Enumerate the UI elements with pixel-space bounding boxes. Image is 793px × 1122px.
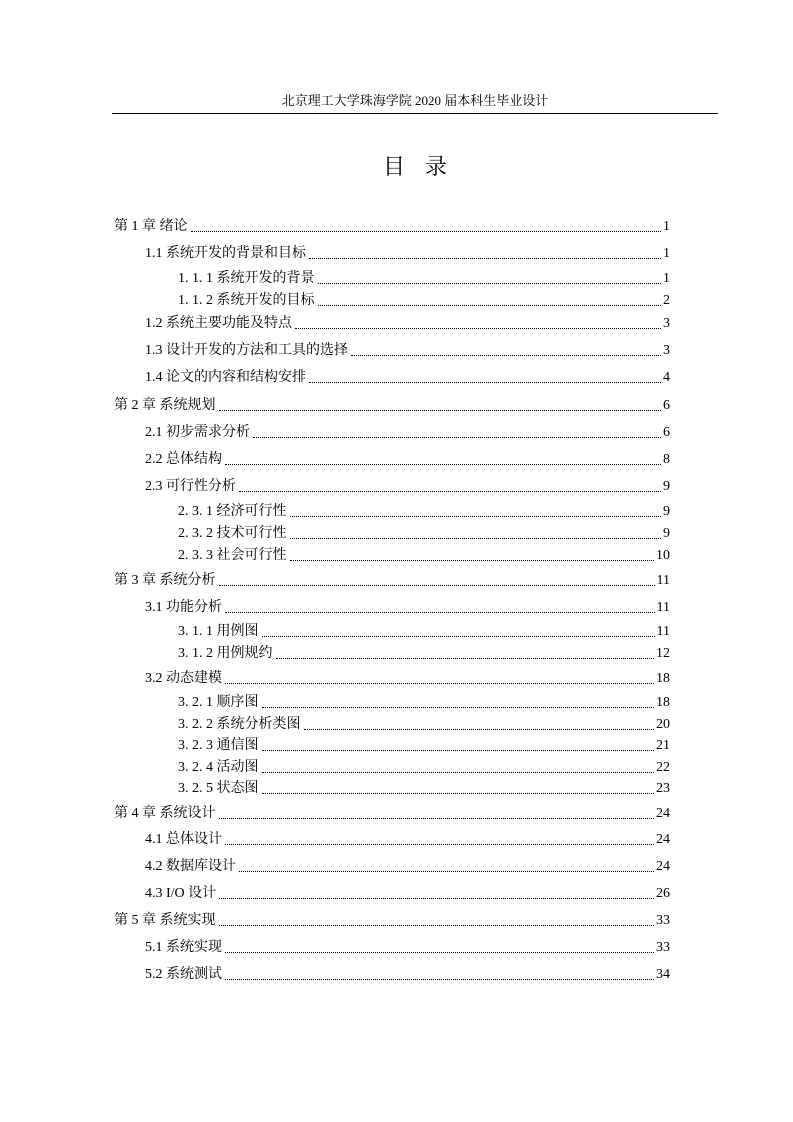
toc-dot-leader (225, 979, 654, 980)
toc-entry-label: 3. 1. 2 用例规约 (178, 646, 273, 661)
toc-entry-label: 2.3 可行性分析 (145, 479, 236, 494)
toc-entry[interactable] (178, 779, 670, 799)
toc-entry-page-number: 33 (656, 913, 670, 928)
toc-dot-leader (219, 925, 655, 926)
toc-entry[interactable] (145, 965, 670, 985)
toc-entry-label: 4.2 数据库设计 (145, 859, 236, 874)
toc-dot-leader (262, 707, 655, 708)
toc-dot-leader (262, 772, 655, 773)
toc-dot-leader (351, 355, 661, 356)
toc-entry-label: 1.4 论文的内容和结构安排 (145, 370, 306, 385)
toc-dot-leader (262, 750, 655, 751)
toc-entry[interactable] (114, 217, 670, 237)
toc-dot-leader (225, 464, 661, 465)
toc-entry[interactable] (145, 598, 670, 618)
toc-entry[interactable] (178, 715, 670, 735)
toc-entry[interactable] (178, 546, 670, 566)
toc-entry-label: 5.2 系统测试 (145, 967, 222, 982)
toc-entry-page-number: 9 (663, 526, 670, 541)
toc-entry[interactable] (145, 938, 670, 958)
toc-dot-leader (219, 898, 654, 899)
toc-entry-label: 2. 3. 1 经济可行性 (178, 504, 287, 519)
toc-entry-label: 3. 2. 4 活动图 (178, 760, 259, 775)
toc-entry-page-number: 18 (656, 695, 670, 710)
toc-entry-label: 2.1 初步需求分析 (145, 425, 250, 440)
toc-dot-leader (290, 560, 655, 561)
toc-entry-label: 2.2 总体结构 (145, 452, 222, 467)
toc-entry-label: 3. 2. 5 状态图 (178, 781, 259, 796)
toc-entry-page-number: 9 (663, 479, 670, 494)
toc-entry[interactable] (145, 830, 670, 850)
toc-entry-label: 2. 3. 2 技术可行性 (178, 526, 287, 541)
toc-entry[interactable] (145, 244, 670, 264)
toc-entry-page-number: 24 (656, 806, 670, 821)
toc-entry-label: 1. 1. 2 系统开发的目标 (178, 293, 315, 308)
toc-entry-label: 1.2 系统主要功能及特点 (145, 316, 292, 331)
running-header: 北京理工大学珠海学院 2020 届本科生毕业设计 (281, 93, 549, 108)
toc-entry-label: 4.3 I/O 设计 (145, 886, 217, 901)
toc-entry-page-number: 6 (663, 425, 670, 440)
toc-entry[interactable] (178, 736, 670, 756)
toc-dot-leader (290, 538, 662, 539)
toc-entry[interactable] (178, 291, 670, 311)
toc-entry[interactable] (145, 368, 670, 388)
toc-entry-label: 3. 2. 3 通信图 (178, 738, 259, 753)
toc-dot-leader (239, 491, 661, 492)
toc-dot-leader (239, 871, 654, 872)
toc-entry[interactable] (178, 524, 670, 544)
toc-entry-label: 1. 1. 1 系统开发的背景 (178, 271, 315, 286)
toc-entry[interactable] (114, 396, 670, 416)
toc-entry-label: 3. 2. 2 系统分析类图 (178, 717, 301, 732)
toc-entry-page-number: 21 (656, 738, 670, 753)
toc-entry-page-number: 6 (663, 398, 670, 413)
toc-entry-page-number: 1 (663, 271, 670, 286)
toc-entry[interactable] (145, 669, 670, 689)
toc-entry[interactable] (145, 314, 670, 334)
toc-dot-leader (309, 258, 661, 259)
toc-entry-label: 5.1 系统实现 (145, 940, 222, 955)
toc-entry[interactable] (178, 269, 670, 289)
toc-entry[interactable] (178, 502, 670, 522)
toc-entry-label: 1.3 设计开发的方法和工具的选择 (145, 343, 348, 358)
toc-dot-leader (295, 328, 661, 329)
toc-entry-page-number: 34 (656, 967, 670, 982)
toc-dot-leader (253, 437, 661, 438)
toc-entry[interactable] (145, 341, 670, 361)
toc-entry-label: 3.1 功能分析 (145, 600, 222, 615)
toc-entry[interactable] (145, 477, 670, 497)
toc-dot-leader (191, 231, 662, 232)
toc-entry[interactable] (145, 884, 670, 904)
toc-entry-page-number: 2 (663, 293, 670, 308)
toc-entry[interactable] (178, 693, 670, 713)
toc-entry-label: 2. 3. 3 社会可行性 (178, 548, 287, 563)
toc-dot-leader (262, 636, 655, 637)
toc-entry[interactable] (178, 644, 670, 664)
toc-entry[interactable] (114, 911, 670, 931)
toc-dot-leader (225, 683, 654, 684)
toc-entry-page-number: 23 (656, 781, 670, 796)
toc-entry-label: 3. 2. 1 顺序图 (178, 695, 259, 710)
toc-entry[interactable] (178, 758, 670, 778)
toc-entry-page-number: 11 (656, 624, 670, 639)
toc-entry[interactable] (114, 571, 670, 591)
toc-entry-page-number: 11 (656, 600, 670, 615)
toc-entry-label: 第 5 章 系统实现 (114, 913, 216, 928)
toc-entry-page-number: 12 (656, 646, 670, 661)
toc-entry-page-number: 26 (656, 886, 670, 901)
toc-dot-leader (219, 410, 662, 411)
toc-entry-page-number: 10 (656, 548, 670, 563)
toc-dot-leader (262, 793, 655, 794)
toc-entry-page-number: 24 (656, 832, 670, 847)
toc-dot-leader (225, 612, 655, 613)
toc-entry-page-number: 1 (663, 246, 670, 261)
toc-entry-page-number: 9 (663, 504, 670, 519)
toc-dot-leader (219, 585, 655, 586)
toc-dot-leader (225, 952, 654, 953)
toc-entry[interactable] (145, 423, 670, 443)
toc-entry-label: 第 2 章 系统规划 (114, 398, 216, 413)
toc-entry-page-number: 20 (656, 717, 670, 732)
toc-entry-label: 3. 1. 1 用例图 (178, 624, 259, 639)
toc-entry-page-number: 33 (656, 940, 670, 955)
toc-entry[interactable] (114, 804, 670, 824)
toc-entry-page-number: 18 (656, 671, 670, 686)
toc-entry-label: 1.1 系统开发的背景和目标 (145, 246, 306, 261)
toc-dot-leader (318, 283, 662, 284)
toc-entry[interactable] (145, 857, 670, 877)
toc-entry-page-number: 8 (663, 452, 670, 467)
toc-dot-leader (318, 305, 662, 306)
toc-dot-leader (304, 729, 655, 730)
toc-dot-leader (219, 818, 655, 819)
toc-entry-label: 3.2 动态建模 (145, 671, 222, 686)
toc-entry-label: 第 3 章 系统分析 (114, 573, 216, 588)
toc-entry-label: 第 4 章 系统设计 (114, 806, 216, 821)
toc-dot-leader (290, 516, 662, 517)
toc-dot-leader (276, 658, 655, 659)
toc-entry-page-number: 1 (663, 219, 670, 234)
toc-entry-page-number: 22 (656, 760, 670, 775)
toc-entry-page-number: 3 (663, 343, 670, 358)
toc-entry-page-number: 4 (663, 370, 670, 385)
toc-entry[interactable] (145, 450, 670, 470)
toc-entry-label: 第 1 章 绪论 (114, 219, 188, 234)
toc-dot-leader (225, 844, 654, 845)
toc-entry-page-number: 11 (656, 573, 670, 588)
toc-entry-page-number: 3 (663, 316, 670, 331)
toc-entry-label: 4.1 总体设计 (145, 832, 222, 847)
toc-dot-leader (309, 382, 661, 383)
toc-entry-page-number: 24 (656, 859, 670, 874)
toc-title: 目录 (382, 154, 467, 179)
toc-entry[interactable] (178, 622, 670, 642)
